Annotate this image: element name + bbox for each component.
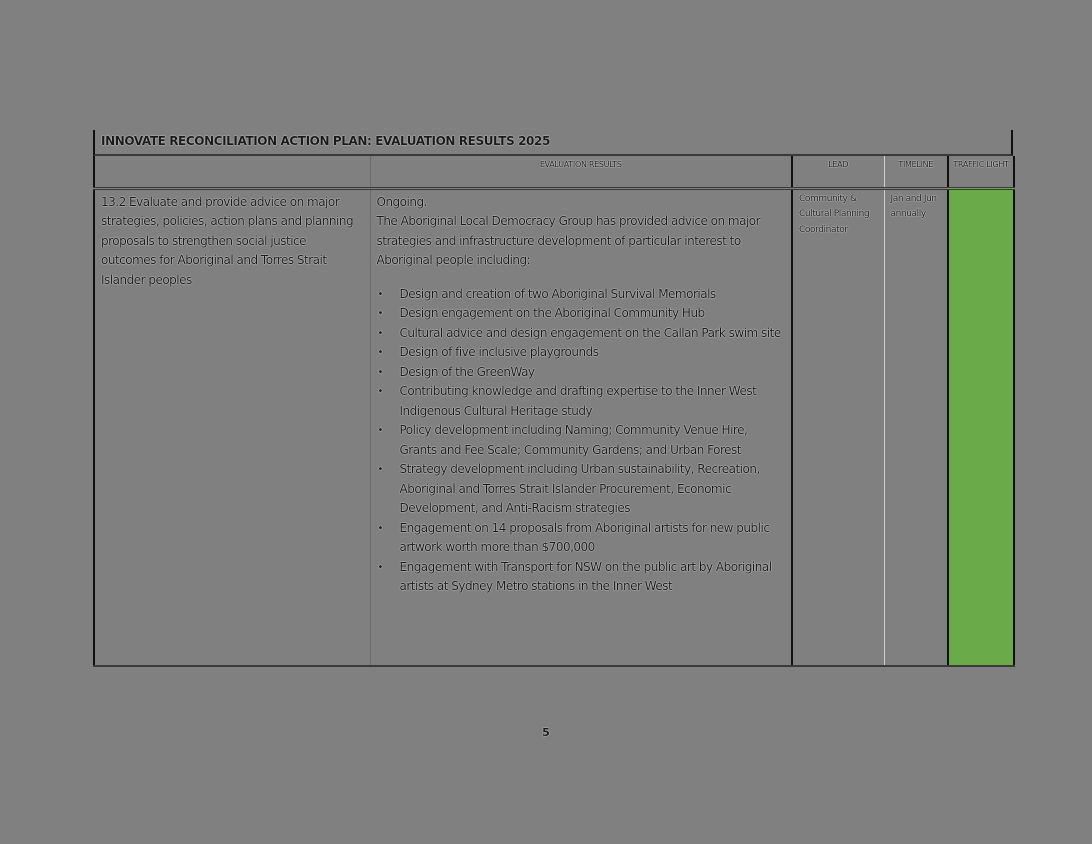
list-item: • Cultural advice and design engagement on the Callan Park swim site: [400, 324, 786, 344]
bullet-icon: •: [377, 425, 383, 436]
document-title: INNOVATE RECONCILIATION ACTION PLAN: EVALUATION RESULTS 2025: [93, 130, 1013, 156]
list-item: • Contributing knowledge and drafting expertise to the Inner West Indigenous Cultural Heritage study: [377, 384, 757, 418]
results-cell: [370, 188, 792, 666]
header-evaluation-results: EVALUATION RESULTS: [370, 156, 792, 188]
page-number: 5: [542, 726, 550, 739]
table-row: [94, 188, 1014, 666]
list-item: • Design engagement on the Aboriginal Community Hub: [400, 304, 786, 324]
list-item: • Engagement with Transport for NSW on the public art by Aboriginal artists at Sydney Metro stations in the Inner West: [377, 559, 772, 593]
header-timeline: TIMELINE: [884, 156, 948, 188]
results-list: [377, 285, 786, 597]
lead-cell: Community & Cultural Planning Coordinator: [792, 188, 884, 666]
list-item: • Policy development including Naming; Community Venue Hire, Grants and Fee Scale; Community Gardens; and Urban Forest: [377, 423, 748, 457]
header-action: [94, 156, 370, 188]
bullet-icon: •: [377, 347, 383, 358]
results-status: Ongoing.: [376, 194, 427, 209]
bullet-icon: •: [377, 464, 383, 475]
bullet-icon: •: [377, 327, 383, 339]
bullet-icon: •: [377, 386, 383, 397]
action-cell: 13.2 Evaluate and provide advice on major strategies, policies, action plans and planning proposals to strengthen social justice outcomes for Aboriginal and Torres Strait Islander peoples: [94, 188, 370, 666]
bullet-icon: •: [377, 308, 383, 319]
list-item: • Design and creation of two Aboriginal Survival Memorials: [400, 285, 786, 305]
bullet-icon: •: [377, 288, 383, 300]
table-header-row: [94, 156, 1014, 188]
header-lead: LEAD: [792, 156, 884, 188]
list-item: • Design of five inclusive playgrounds: [400, 343, 786, 363]
list-item: • Engagement on 14 proposals from Aboriginal artists for new public artwork worth more than $700,000: [377, 520, 770, 554]
results-intro: The Aboriginal Local Democracy Group has provided advice on major strategies and infrastructure development of particular interest to Aboriginal people including:: [376, 214, 761, 267]
list-item: • Strategy development including Urban sustainability, Recreation, Aboriginal and Torres Strait Islander Procurement, Economic Development, and Anti-Racism strategies: [377, 462, 760, 515]
bullet-icon: •: [377, 366, 383, 378]
evaluation-table: [93, 156, 1015, 667]
header-traffic-light: TRAFFIC LIGHT: [948, 156, 1014, 188]
list-item: • Design of the GreenWay: [400, 363, 786, 383]
bullet-icon: •: [377, 561, 383, 573]
evaluation-page: [93, 130, 1013, 667]
traffic-light-indicator: [948, 188, 1014, 666]
timeline-cell: Jan and Jun annually: [884, 188, 948, 666]
bullet-icon: •: [377, 522, 383, 534]
